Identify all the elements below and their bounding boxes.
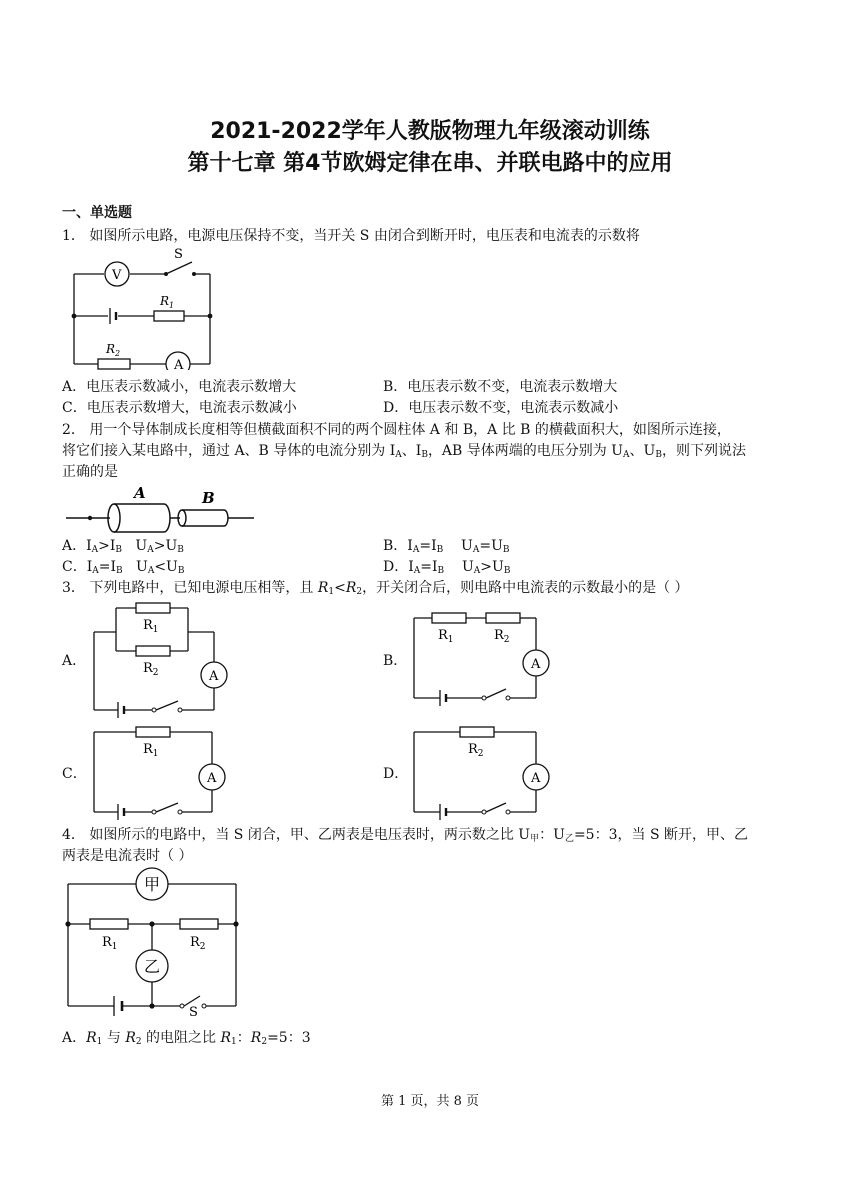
cylinder-a-label: A [134,484,146,502]
svg-text:R1 [159,294,174,310]
meter-yi-label: 乙 [144,957,161,976]
q1-text: 1． 如图所示电路，电源电压保持不变，当开关 S 由闭合到断开时，电压表和电流表的示数将 [62,228,640,244]
q3-option-d[interactable]: D． [383,766,409,782]
page-title-line1: 2021-2022学年人教版物理九年级滚动训练 [210,119,650,144]
q2-text-line3: 正确的是 [62,464,118,480]
svg-text:R2: $R_2$ [494,628,510,645]
q3-option-b[interactable]: B． [383,653,408,669]
page-footer: 第 1 页，共 8 页 [380,1094,480,1109]
q1-option-c[interactable]: C．电压表示数增大，电流表示数减小 [62,400,297,416]
ammeter-label: A [174,358,184,370]
q4-circuit-figure [62,866,248,1016]
q3-circuit-a [88,598,228,718]
svg-text:R1: $R_1$ [143,742,159,759]
q2-text-line2: 将它们接入某电路中，通过 A、B 导体的电流分别为 $I_A$、$I_B$，AB 导体两端的电压分别为 $U_A$、$U_B$，则下列说法 [62,443,746,460]
svg-text:R1: $R_1$ [438,628,454,645]
page-title-line2: 第十七章 第4节欧姆定律在串、并联电路中的应用 [187,151,673,176]
voltmeter-label: V [112,268,122,283]
svg-text:R1: $R_1$ [102,935,118,952]
q1-option-b[interactable]: B．电压表示数不变，电流表示数增大 [383,379,618,395]
svg-text:R2: $R_2$ [468,742,484,759]
q3-option-c[interactable]: C． [62,766,87,782]
cylinder-b-label: B [202,489,215,507]
q1-option-a[interactable]: A．电压表示数减小，电流表示数增大 [62,379,297,395]
q1-circuit-figure [62,246,222,370]
svg-text:R2 [105,342,120,358]
q2-text-line1: 2． 用一个导体制成长度相等但横截面积不同的两个圆柱体 A 和 B，A 比 B 的横截面积大，如图所示连接， [62,422,731,438]
svg-text:S: S [189,1005,198,1016]
q1-option-d[interactable]: D．电压表示数不变，电流表示数减小 [383,400,619,416]
r2-label: R [106,342,116,356]
svg-text:R2: $R_2$ [143,661,159,678]
q2-option-a[interactable]: A．$I_A>I_B$ $U_A>U_B$ [62,538,184,555]
q2-option-b[interactable]: B．$I_A=I_B$ $U_A=U_B$ [383,538,510,555]
q2-option-d[interactable]: D．$I_A=I_B$ $U_A>U_B$ [383,559,511,576]
switch-label: S [174,247,183,262]
svg-text:A: A [531,771,541,786]
svg-text:A: A [531,657,541,672]
q2-conductor-figure [62,482,262,534]
r1-label: R [160,294,170,308]
svg-text:R1: $R_1$ [143,618,159,635]
q3-circuit-b [408,606,553,706]
svg-text:A: A [209,669,219,684]
svg-text:R2: $R_2$ [190,935,206,952]
meter-jia-label: 甲 [144,875,161,894]
q2-option-c[interactable]: C．$I_A=I_B$ $U_A<U_B$ [62,559,185,576]
q3-circuit-d [408,720,553,820]
svg-text:A: A [207,771,217,786]
q3-circuit-c [88,720,228,820]
q3-text: 3． 下列电路中，已知电源电压相等，且 $R_1<R_2$，开关闭合后，则电路中电流表的示数最小的是（ ） [62,580,689,597]
r1-sub: 1 [169,301,175,310]
q3-option-a[interactable]: A． [62,653,87,669]
q4-text-line1: 4． 如图所示的电路中，当 S 闭合，甲、乙两表是电压表时，两示数之比 $U_甲$：$U_乙=5$：3，当 S 断开，甲、乙 [62,827,748,844]
section-heading: 一、单选题 [62,205,132,221]
r2-sub: 2 [115,349,121,358]
q4-text-line2: 两表是电流表时（ ） [62,848,193,864]
q4-option-a[interactable]: A．$R_1$ 与 $R_2$ 的电阻之比 $R_1$：$R_2=5$：3 [62,1030,311,1047]
